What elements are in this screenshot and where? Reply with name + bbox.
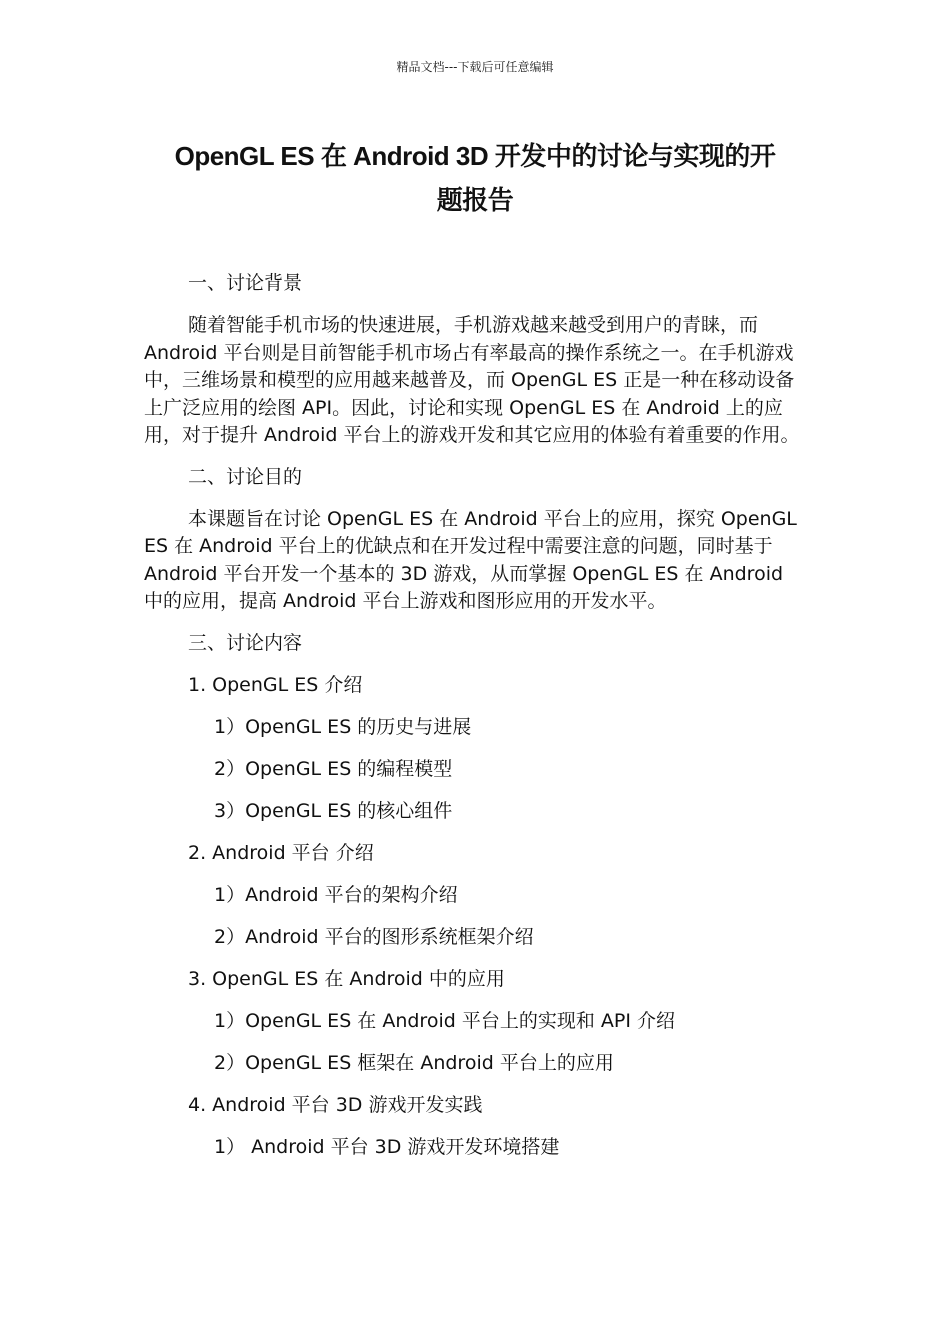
section-heading-background: 一、讨论背景 <box>188 272 303 294</box>
list-subitem: 2）OpenGL ES 框架在 Android 平台上的应用 <box>214 1051 614 1074</box>
document-title-line-1: OpenGL ES 在 Android 3D 开发中的讨论与实现的开 <box>174 141 776 171</box>
section-heading-content: 三、讨论内容 <box>188 631 303 654</box>
document-title-line-2: 题报告 <box>436 185 514 215</box>
document-title <box>130 134 820 222</box>
list-subitem: 1）OpenGL ES 在 Android 平台上的实现和 API 介绍 <box>214 1009 675 1032</box>
paragraph-background: 随着智能手机市场的快速进展，手机游戏越来越受到用户的青睐，而 Android 平台则是目前智能手机市场占有率最高的操作系统之一。在手机游戏中，三维场景和模型的应用越来越普及，而 OpenGL ES 正是一种在移动设备上广泛应用的绘图 API。因此，讨论和实现 OpenGL ES 在 Android 上的应用，对于提升 Android 平台上的游戏开发和其它应用的体验有着重要的作用。 <box>144 314 800 446</box>
list-subitem: 1）Android 平台的架构介绍 <box>214 883 458 906</box>
page-header-note: 精品文档---下载后可任意编辑 <box>396 60 554 74</box>
section-heading-purpose: 二、讨论目的 <box>188 465 303 488</box>
list-subitem: 3）OpenGL ES 的核心组件 <box>214 799 453 822</box>
list-item-3d-game-practice: 4. Android 平台 3D 游戏开发实践 <box>188 1093 483 1116</box>
list-subitem: 1）OpenGL ES 的历史与进展 <box>214 715 472 738</box>
document-body <box>144 270 804 1176</box>
list-subitem: 2）OpenGL ES 的编程模型 <box>214 757 453 780</box>
list-item-android-intro: 2. Android 平台 介绍 <box>188 841 374 864</box>
list-subitem: 1） Android 平台 3D 游戏开发环境搭建 <box>214 1135 560 1158</box>
paragraph-purpose: 本课题旨在讨论 OpenGL ES 在 Android 平台上的应用，探究 OpenGL ES 在 Android 平台上的优缺点和在开发过程中需要注意的问题，同时基于 Android 平台开发一个基本的 3D 游戏，从而掌握 OpenGL ES 在 Android 中的应用，提高 Android 平台上游戏和图形应用的开发水平。 <box>144 507 797 612</box>
list-subitem: 2）Android 平台的图形系统框架介绍 <box>214 925 534 948</box>
list-item-opengl-on-android: 3. OpenGL ES 在 Android 中的应用 <box>188 967 505 990</box>
list-item-opengl-es-intro: 1. OpenGL ES 介绍 <box>188 673 363 696</box>
